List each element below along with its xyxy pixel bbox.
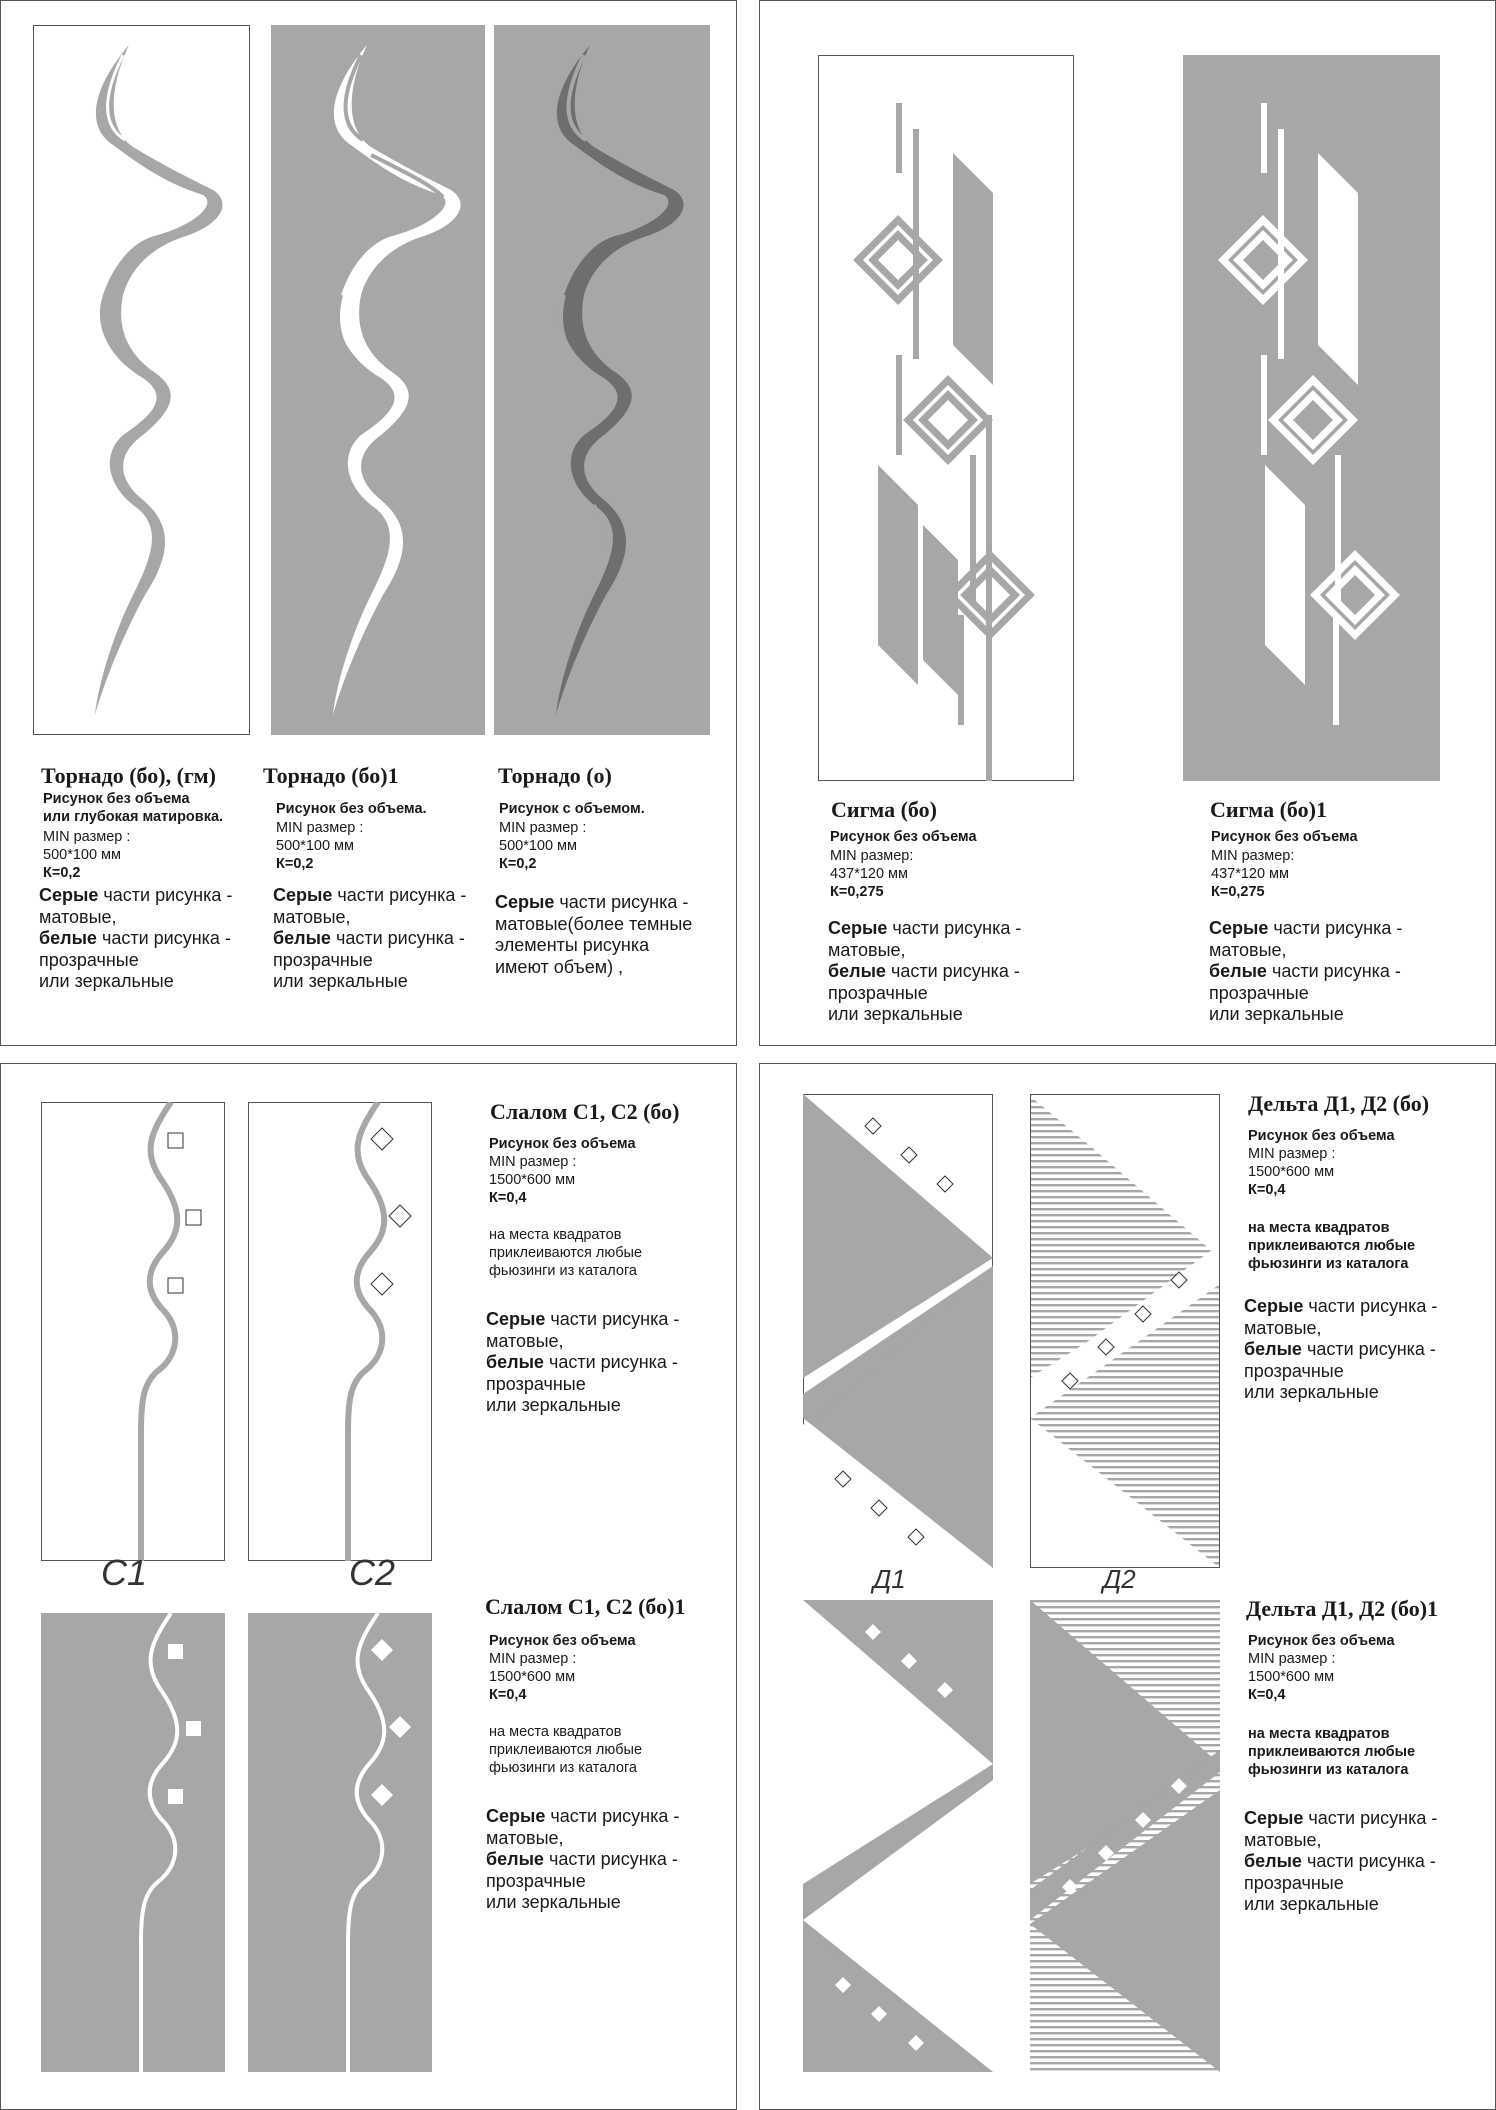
slalom-c1-gray [41,1613,225,2072]
slalom-a-line1: Рисунок без объема [489,1136,636,1152]
sigma-a-line1: Рисунок без объема [830,829,977,845]
slalom-b-min-label: MIN размер : [489,1651,577,1667]
tornado-section [0,0,737,1046]
delta-b-note: на места квадратов приклеиваются любые фьюзинги из каталога [1248,1726,1416,1778]
delta-a-title: Дельта Д1, Д2 (бо) [1248,1091,1430,1116]
delta-b-k: К=0,4 [1248,1687,1286,1703]
tornado-b-title: Торнадо (бо)1 [263,763,399,788]
delta-d2-white [1030,1094,1220,1568]
tornado-c-min-label: MIN размер : [499,820,587,836]
sigma-b-size: 437*120 мм [1211,866,1289,882]
delta-b-min-label: MIN размер : [1248,1651,1336,1667]
sigma-a-min-label: MIN размер: [830,848,914,864]
delta-a-min-label: MIN размер : [1248,1146,1336,1162]
tornado-a-desc: Серые части рисунка - матовые, белые части рисунка - прозрачные или зеркальные [39,885,233,991]
tornado-c-desc: Серые части рисунка - матовые(более темные элементы рисунка имеют объем) , [495,892,693,977]
slalom-a-title: Слалом С1, С2 (бо) [490,1099,680,1124]
delta-b-desc: Серые части рисунка - матовые, белые части рисунка - прозрачные или зеркальные [1244,1808,1438,1914]
delta-a-note: на места квадратов приклеиваются любые фьюзинги из каталога [1248,1220,1416,1272]
slalom-a-size: 1500*600 мм [489,1172,576,1188]
sigma-panel-2 [1183,55,1440,781]
tornado-c-title: Торнадо (о) [498,763,612,788]
sigma-b-title: Сигма (бо)1 [1210,797,1327,822]
slalom-section [0,1063,737,2110]
tornado-b-line1: Рисунок без объема. [276,801,427,817]
sigma-a-k: К=0,275 [830,884,884,900]
slalom-b-size: 1500*600 мм [489,1669,576,1685]
tornado-a-k: К=0,2 [43,865,81,881]
slalom-c1-white [41,1102,225,1561]
delta-b-size: 1500*600 мм [1248,1669,1335,1685]
delta-d2-gray [1030,1600,1220,2072]
tornado-b-k: К=0,2 [276,856,314,872]
slalom-caption-c2: С2 [349,1552,396,1593]
sigma-b-min-label: MIN размер: [1211,848,1295,864]
delta-a-line1: Рисунок без объема [1248,1128,1395,1144]
slalom-c2-white [248,1102,432,1561]
delta-b-title: Дельта Д1, Д2 (бо)1 [1246,1596,1439,1621]
tornado-a-line2: или глубокая матировка. [43,809,224,825]
slalom-b-k: К=0,4 [489,1687,527,1703]
sigma-section [759,0,1496,1046]
tornado-c-size: 500*100 мм [499,838,577,854]
tornado-b-size: 500*100 мм [276,838,354,854]
delta-caption-d1: Д1 [873,1564,906,1594]
delta-b-line1: Рисунок без объема [1248,1633,1395,1649]
tornado-c-k: К=0,2 [499,856,537,872]
tornado-panel-3 [494,25,710,735]
delta-section [759,1063,1496,2110]
slalom-b-note: на места квадратов приклеиваются любые фьюзинги из каталога [489,1724,643,1776]
delta-d1-gray [803,1600,993,2072]
tornado-a-line1: Рисунок без объема [43,791,190,807]
slalom-a-desc: Серые части рисунка - матовые, белые части рисунка - прозрачные или зеркальные [486,1309,680,1415]
delta-d1-white [803,1094,993,1568]
delta-a-k: К=0,4 [1248,1182,1286,1198]
slalom-a-k: К=0,4 [489,1190,527,1206]
slalom-a-note: на места квадратов приклеиваются любые фьюзинги из каталога [489,1227,643,1279]
tornado-a-size: 500*100 мм [43,847,121,863]
sigma-b-line1: Рисунок без объема [1211,829,1358,845]
sigma-a-size: 437*120 мм [830,866,908,882]
slalom-caption-c1: С1 [101,1552,148,1593]
tornado-c-line1: Рисунок с объемом. [499,801,645,817]
sigma-b-desc: Серые части рисунка - матовые, белые части рисунка - прозрачные или зеркальные [1209,918,1403,1024]
delta-a-desc: Серые части рисунка - матовые, белые части рисунка - прозрачные или зеркальные [1244,1296,1438,1402]
tornado-a-title: Торнадо (бо), (гм) [41,763,216,788]
tornado-panel-1 [33,25,250,735]
delta-a-size: 1500*600 мм [1248,1164,1335,1180]
sigma-b-k: К=0,275 [1211,884,1265,900]
slalom-c2-gray [248,1613,432,2072]
tornado-panel-2 [271,25,485,735]
tornado-b-min-label: MIN размер : [276,820,364,836]
slalom-b-title: Слалом С1, С2 (бо)1 [485,1594,686,1619]
sigma-panel-1 [818,55,1074,781]
slalom-b-line1: Рисунок без объема [489,1633,636,1649]
sigma-a-title: Сигма (бо) [831,797,937,822]
slalom-a-min-label: MIN размер : [489,1154,577,1170]
tornado-a-min-label: MIN размер : [43,829,131,845]
tornado-b-desc: Серые части рисунка - матовые, белые части рисунка - прозрачные или зеркальные [273,885,467,991]
slalom-b-desc: Серые части рисунка - матовые, белые части рисунка - прозрачные или зеркальные [486,1806,680,1912]
delta-caption-d2: Д2 [1103,1564,1136,1594]
sigma-a-desc: Серые части рисунка - матовые, белые части рисунка - прозрачные или зеркальные [828,918,1022,1024]
